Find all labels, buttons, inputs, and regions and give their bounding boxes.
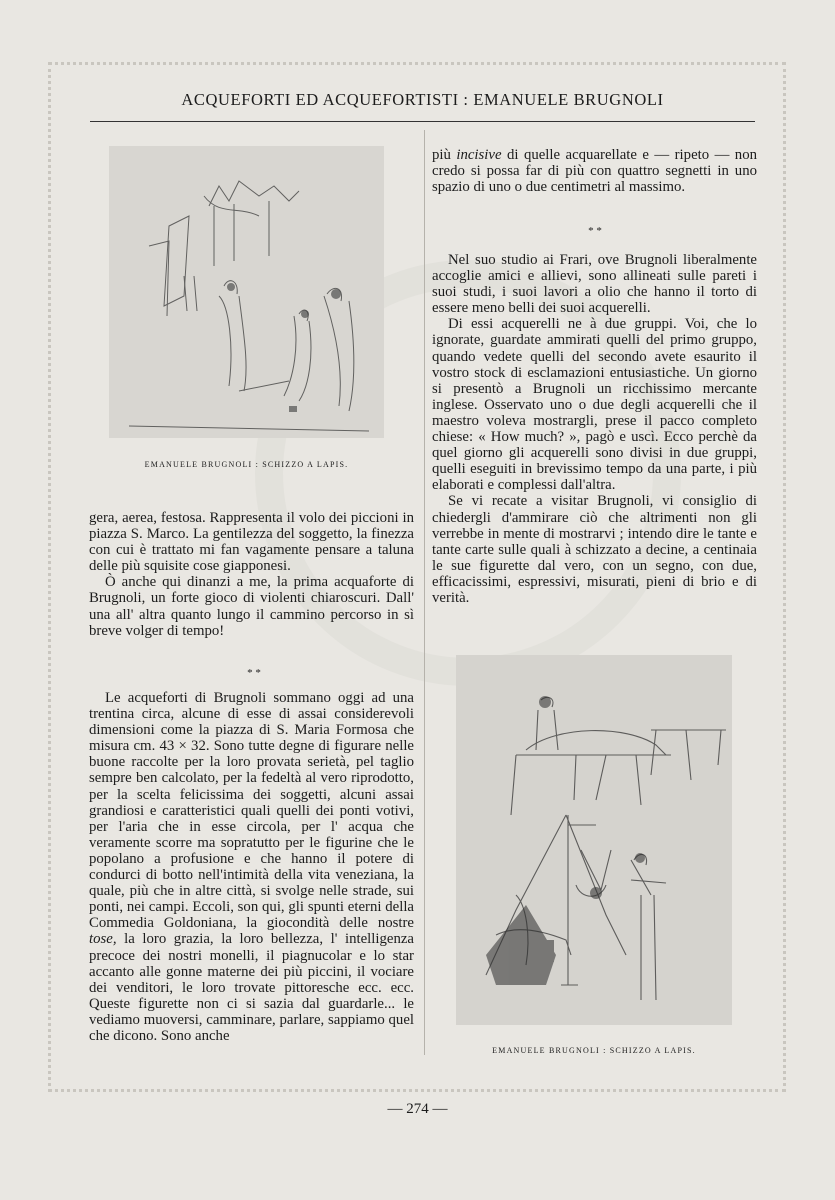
paragraph: Di essi acquerelli ne à due gruppi. Voi, che lo ignorate, guardate ammirati quelli del primo gruppo, quando vedete quelli del secondo avete esaurito il vostro stock di esclamazioni entusiastiche. Un giorno si presentò a Brugnoli un ricchissimo mercante inglese. Osservato uno o due degli acquerelli che il maestro voleva mostrargli, prese il pacco completo chiese: « How much? », pagò e uscì. Ecco perchè da quel giorno gli acquerelli sono divisi in due gruppi, quelli eseguiti in brevissimo tempo da una parte, i più elaborati e complessi dall'altra. [432, 316, 757, 494]
running-header: ACQUEFORTI ED ACQUEFORTISTI : EMANUELE BRUGNOLI [181, 90, 664, 109]
right-column-main [432, 252, 757, 606]
figure-caption-2: EMANUELE BRUGNOLI : SCHIZZO A LAPIS. [492, 1046, 696, 1055]
figure-sketch-street [109, 146, 384, 438]
paragraph: Ò anche qui dinanzi a me, la prima acquaforte di Brugnoli, un forte gioco di violenti chiaroscuri. Dall' una all' altra quanto lungo il cammino percorso in sì breve volger di tempo! [89, 574, 414, 639]
section-separator: * * [588, 225, 602, 237]
header-rule [90, 121, 755, 122]
left-column-lower [89, 690, 414, 1044]
text-run: di quelle acquarellate e — ripeto — non credo si possa far di più con quattro segnetti in uno spazio di uno o due centimetri al massimo. [432, 147, 757, 196]
paragraph [432, 147, 757, 195]
emphasis: tose, [89, 931, 117, 948]
figure-caption-1: EMANUELE BRUGNOLI : SCHIZZO A LAPIS. [144, 460, 349, 469]
paragraph [89, 690, 414, 1044]
section-separator: * * [247, 667, 261, 679]
left-column-upper [89, 510, 414, 639]
paragraph: gera, aerea, festosa. Rappresenta il volo dei piccioni in piazza S. Marco. La gentilezza del soggetto, la finezza con cui è trattato mi fan vagamente pensare a taluna delle più squisite cose giapponesi. [89, 510, 414, 575]
page-number: — 274 — [387, 1101, 448, 1117]
paragraph: Se vi recate a visitar Brugnoli, vi consiglio di chiedergli d'ammirare ciò che altrimenti non gli verrebbe in mente di mostrarvi ; intendo dire le tante e tante carte sulle quali à schizzato a decine, a centinaia le sue figurette dal vero, con un segno, con due, efficacissimi, espressivi, misurati, pieni di brio e di verità. [432, 493, 757, 606]
column-divider [424, 130, 425, 1055]
figure-sketch-market [456, 655, 732, 1025]
paragraph: Nel suo studio ai Frari, ove Brugnoli liberalmente accoglie amici e allievi, sono allineati sulle pareti i suoi studi, i suoi lavori a olio che hanno il torto di essere meno belli dei suoi acquerelli. [432, 252, 757, 317]
text-run: Le acqueforti di Brugnoli sommano oggi ad una trentina circa, alcune di esse di assai considerevoli dimensioni come la piazza di S. Maria Formosa che misura cm. 43 × 32. Sono tutte degne di figurare nelle buone raccolte per la loro provata serietà, pel taglio sempre ben calcolato, per la fedeltà al vero riprodotto, per la scelta felicissima dei soggetti, alcuni assai grandiosi e caratteristici quali quelli dei ponti votivi, per l'aria che in esse circola, per l' acqua che veramente scorre ma sopratutto per le figurine che le popolano a profusione e che hanno il potere di condurci di botto nell'intimità della vita veneziana, la quale, più che in altre città, si svolge nelle strade, sui ponti, nei campi. Eccoli, son qui, gli spunti eterni della Commedia Goldoniana, la giocondità delle nostre [89, 690, 414, 932]
text-run: la loro grazia, la loro bellezza, l' intelligenza precoce dei nostri monelli, il piagnucolar e lo star accanto alle gonne materne dei più piccini, il vociare dei venditori, le loro trovate pittoresche ecc. ecc. Queste figurette non ci si sazia dal guardarle... le vediamo muoversi, camminare, parlare, sappiamo quel che dicono. Sono anche [89, 931, 414, 1044]
right-column-top [432, 147, 757, 195]
text-run: più [432, 147, 451, 163]
emphasis: incisive [456, 147, 502, 163]
